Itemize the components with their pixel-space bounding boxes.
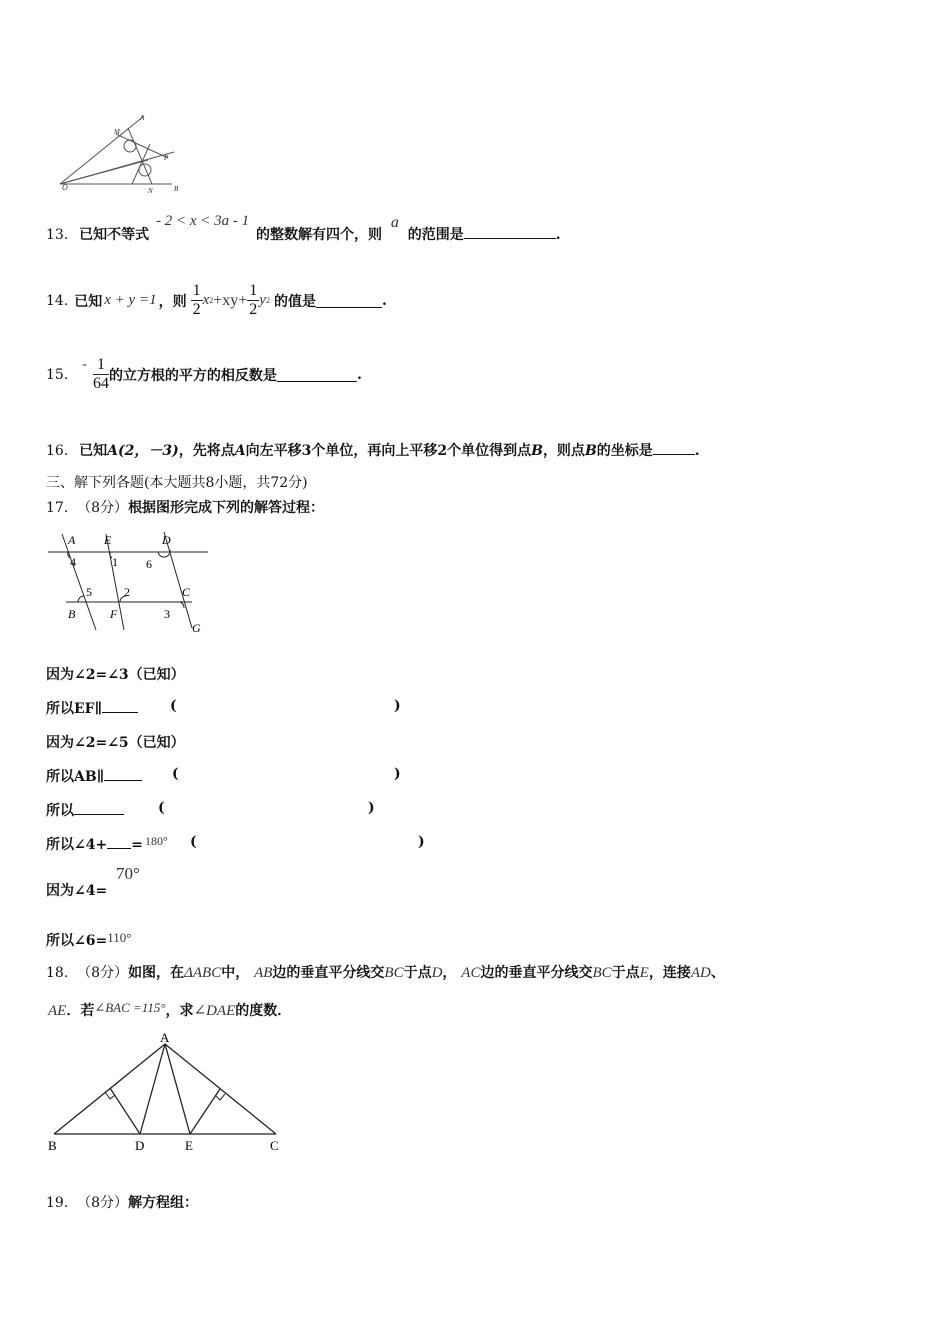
fig18-label-E: E [185,1138,193,1153]
reason-paren-close: ) [418,834,425,850]
answer-blank[interactable] [102,700,138,713]
question-score: （8分） [77,500,129,516]
q14-condition: x + y =1 [104,292,157,308]
q18-text: 边的垂直平分线交 [480,965,593,981]
q14-text-post: 的值是 [273,293,316,310]
question-18-line-1 [46,962,725,982]
q14-fraction-2 [247,282,259,319]
reason-paren-close: ) [368,800,375,816]
proof-line-text: 所以AB∥ [46,769,105,785]
reason-paren-open: ( [172,766,179,782]
q18-text: 如图，在 [128,965,185,981]
proof-line-text: 所以∠4+ [46,837,108,853]
question-13 [46,213,561,244]
question-15 [46,356,362,393]
q14-exp-2: 2 [265,296,270,305]
fraction-denominator: 2 [249,301,258,318]
fig17-label-A: A [68,533,76,547]
proof-line-1 [46,664,185,684]
reason-paren-open: ( [190,834,197,850]
fraction-numerator: 1 [249,282,258,299]
question-17 [46,497,324,517]
fig17-label-C: C [182,585,191,599]
question-19 [46,1192,198,1212]
q14-end: . [381,292,387,309]
reason-paren-close: ) [394,766,401,782]
q18-angle-bac: ∠BAC =115° [94,1000,166,1015]
q16-point-a: A(2，－3) [107,443,179,459]
q16-text-d: ，则点 [542,443,585,459]
q18-ab: AB [254,965,273,981]
q18-bc: BC [384,965,404,981]
fig17-label-6: 6 [146,557,152,571]
fig12-label-B: B [174,185,179,193]
answer-blank[interactable] [74,802,124,815]
fig17-label-E: E [104,533,112,547]
q18-text: ．若 [66,1003,95,1019]
answer-blank[interactable] [316,293,382,308]
q15-text-post: 的立方根的平方的相反数是 [108,367,277,384]
value-180: 180° [144,834,168,848]
fig18-label-C: C [270,1138,279,1153]
question-number: 18. [46,965,69,981]
fig12-label-O: O [62,183,68,192]
q18-e: E [639,965,649,981]
fig17-label-3: 3 [164,607,170,621]
question-number: 17. [46,500,69,516]
q18-text: ， [442,965,457,981]
question-16 [46,440,700,460]
question-number: 16. [46,443,69,459]
fig12-label-A: A [140,114,145,122]
fig17-label-2: 2 [124,585,130,599]
fig17-label-D: D [162,533,171,547]
proof-line-text: 所以EF∥ [46,701,103,717]
q13-text-pre: 已知不等式 [79,227,150,243]
q19-text: 解方程组： [128,1195,199,1211]
fig17-label-1: 1 [112,555,118,569]
fraction-numerator: 1 [192,282,201,299]
fig17-label-G: G [192,621,201,635]
q14-exp-1: 2 [209,296,214,305]
q14-fraction-1 [191,282,203,319]
q15-fraction [93,356,109,393]
q16-text-e: 的坐标是 [596,443,653,459]
q16-text-b: ，先将点 [178,443,235,459]
value-70: 70° [116,864,140,883]
question-18-line-2 [48,1000,291,1020]
q16-label-b2: B [584,443,597,459]
fig17-label-5: 5 [86,585,92,599]
question-number: 14. [46,292,69,309]
fraction-denominator: 2 [192,301,201,318]
q18-triangle: ΔABC [184,965,222,981]
q13-text-post: 的范围是 [407,227,464,243]
q13-end: . [555,227,561,243]
section-heading: 三、解下列各题(本大题共8小题，共72分) [46,475,308,491]
q14-x: x [202,292,210,308]
proof-line-2 [46,698,426,718]
q16-label-b: B [531,443,543,459]
proof-line-text: 所以∠6= [46,933,108,949]
proof-line-4 [46,766,426,786]
q18-text: 的度数． [235,1003,292,1019]
q18-text: 于点 [611,965,640,981]
value-110: 110° [107,930,132,945]
answer-blank[interactable] [653,454,695,455]
q13-variable-a: a [390,214,399,231]
answer-blank[interactable] [277,367,357,382]
proof-line-8 [46,930,131,950]
fig17-label-4: 4 [70,555,76,569]
q18-text: 、 [710,965,725,981]
fig17-label-B: B [68,607,76,621]
proof-line-7 [46,880,107,900]
q14-text-pre: 已知 [74,293,103,310]
fig12-label-P: P [164,154,169,162]
fraction-numerator: 1 [93,356,109,375]
q18-text: ，求 [165,1003,194,1019]
geometry-figure-triangle [44,1032,294,1156]
question-score: （8分） [77,1195,129,1211]
q18-text: 中， [221,965,250,981]
q14-xy: +xy+ [213,291,248,309]
q18-ac: AC [461,965,481,981]
q18-text: 边的垂直平分线交 [272,965,385,981]
answer-blank[interactable] [107,836,131,849]
q18-angle-dae: ∠DAE [193,1003,236,1019]
proof-line-text: 所以 [46,803,74,819]
proof-line-5 [46,800,426,820]
fig12-label-N: N [148,187,153,195]
fig17-label-F: F [110,607,118,621]
q16-text-c: 向左平移3个单位，再向上平移2个单位得到点 [245,443,532,459]
q14-y: y [259,292,266,308]
answer-blank[interactable] [104,768,142,781]
reason-paren-open: ( [170,698,177,714]
reason-paren-close: ) [394,698,401,714]
q16-text-a: 已知 [79,443,108,459]
fig18-label-A: A [160,1032,170,1045]
proof-line-text: 因为∠4= [46,883,108,899]
q13-inequality: - 2 < x < 3a - 1 [156,213,250,229]
q18-text: 于点 [403,965,432,981]
question-number: 13. [46,227,69,243]
reason-paren-open: ( [158,800,165,816]
geometry-figure-angle [52,108,192,198]
q15-end: . [356,366,362,383]
q18-ad: AD [690,965,711,981]
proof-line-text: 因为∠2=∠3（已知） [46,667,185,683]
q18-bc: BC [592,965,612,981]
question-number: 15. [46,366,69,383]
equals-sign: = [131,837,143,853]
q18-ae: AE [48,1003,67,1019]
proof-line-6 [46,834,446,854]
answer-blank[interactable] [464,238,556,239]
q16-label-a: A [234,443,246,459]
proof-line-text: 因为∠2=∠5（已知） [46,735,185,751]
fig12-label-M: M [114,128,120,136]
q18-text: ，连接 [648,965,691,981]
fig18-label-D: D [135,1138,145,1153]
q18-d: D [431,965,443,981]
q14-text-mid: ，则 [158,293,187,310]
question-score: （8分） [77,965,129,981]
question-number: 19. [46,1195,69,1211]
q16-end: . [694,443,700,459]
geometry-figure-parallel-lines [44,528,214,638]
question-14 [46,282,387,319]
q13-text-mid: 的整数解有四个，则 [256,227,383,243]
fraction-denominator: 64 [92,375,109,392]
proof-line-3 [46,732,185,752]
q15-negative-sign: - [82,356,87,372]
fig18-label-B: B [48,1138,57,1153]
q17-text: 根据图形完成下列的解答过程： [128,500,325,516]
